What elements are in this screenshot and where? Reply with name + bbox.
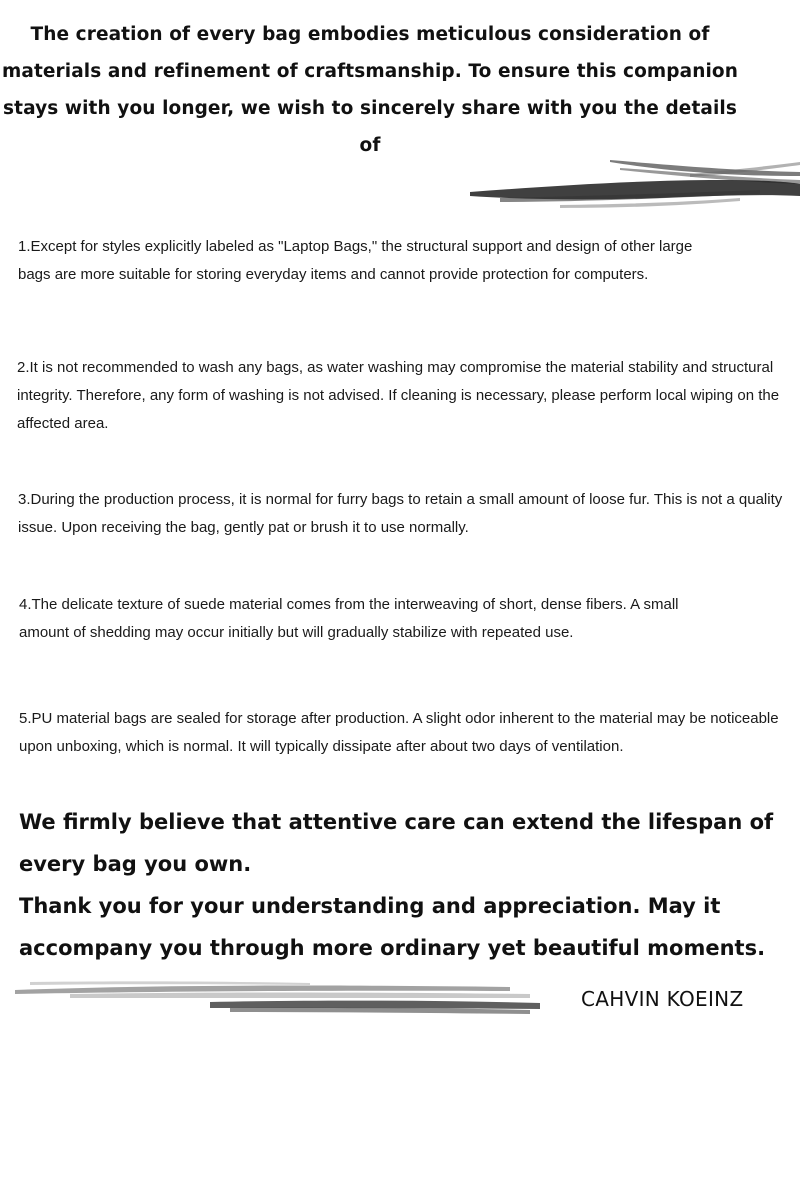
care-note-1: 1.Except for styles explicitly labeled as "Laptop Bags," the structural support and design of other large bags are more suitable for storing everyday items and cannot provide protection for computers. — [18, 238, 693, 283]
closing-line-1: We firmly believe that attentive care can extend the lifespan of every bag you own. — [19, 810, 774, 876]
intro-paragraph: The creation of every bag embodies meticulous consideration of materials and refinement of craftsmanship. To ensure this companion stays with you longer, we wish to sincerely share with you the details of — [1, 24, 739, 156]
care-note-3: 3.During the production process, it is normal for furry bags to retain a small amount of loose fur. This is not a quality issue. Upon receiving the bag, gently pat or brush it to use normally. — [18, 491, 783, 536]
care-note-2: 2.It is not recommended to wash any bags, as water washing may compromise the material stability and structural integrity. Therefore, any form of washing is not advised. If cleaning is necessary, please perform local wiping on the affected area. — [17, 359, 780, 432]
ink-brush-stroke-bottom — [10, 978, 550, 1024]
brand-signature: CAHVIN KOEINZ — [581, 987, 744, 1011]
closing-line-2: Thank you for your understanding and appreciation. May it accompany you through more ordinary yet beautiful moments. — [19, 894, 766, 960]
care-note-4: 4.The delicate texture of suede material comes from the interweaving of short, dense fibers. A small amount of shedding may occur initially but will gradually stabilize with repeated use. — [19, 596, 679, 641]
care-note-5: 5.PU material bags are sealed for storage after production. A slight odor inherent to the material may be noticeable upon unboxing, which is normal. It will typically dissipate after about two days of ventilation. — [19, 710, 779, 755]
closing-message — [19, 801, 789, 969]
